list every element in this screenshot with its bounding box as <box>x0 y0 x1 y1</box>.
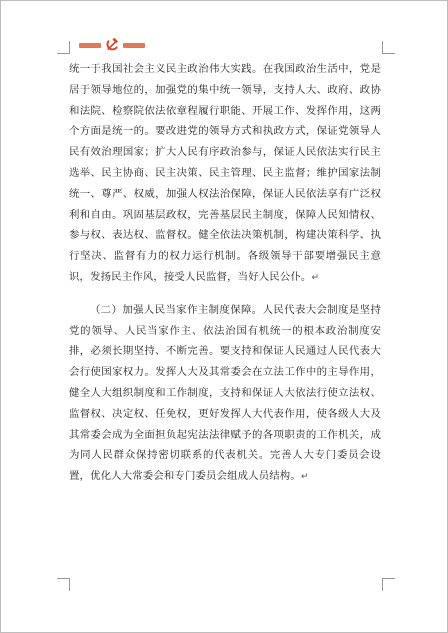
paragraph-1-text: 统一于我国社会主义民主政治伟大实践。在我国政治生活中，党是居于领导地位的，加强党的集中统一领导，支持人大、政府、政协和法院、检察院依法依章程履行职能、开展工作、发挥作用，这两个方面是统一的。要改进党的领导方式和执政方式，保证党领导人民有效治理国家；扩大人民有序政治参与，保证人民依法实行民主选举、民主协商、民主决策、民主管理、民主监督；维护国家法制统一、尊严、权威，加强人权法治保障，保证人民依法享有广泛权利和自由。巩固基层政权，完善基层民主制度，保障人民知情权、参与权、表达权、监督权。健全依法决策机制，构建决策科学、执行坚决、监督有力的权力运行机制。各级领导干部要增强民主意识，发扬民主作风，接受人民监督，当好人民公仆。 <box>69 63 381 283</box>
paragraph-mark: ↵ <box>300 472 309 483</box>
paragraph-2 <box>69 300 381 488</box>
paragraph-2-text: （二）加强人民当家作主制度保障。人民代表大会制度是坚持党的领导、人民当家作主、依法治国有机统一的根本政治制度安排，必须长期坚持、不断完善。要支持和保证人民通过人民代表大会行使国家权力。发挥人大及其常委会在立法工作中的主导作用，健全人大组织制度和工作制度，支持和保证人大依法行使立法权、监督权、决定权、任免权，更好发挥人大代表作用，使各级人大及其常委会成为全面担负起宪法法律赋予的各项职责的工作机关，成为同人民群众保持密切联系的代表机关。完善人大专门委员会设置，优化人大常委会和专门委员会组成人员结构。 <box>69 303 381 483</box>
paragraph-1 <box>69 59 381 289</box>
header-logo <box>79 38 145 52</box>
document-body <box>69 59 381 488</box>
paragraph-mark: ↵ <box>311 272 320 283</box>
header-bar-right <box>123 43 145 48</box>
margin-corner-bottom-left <box>57 578 70 591</box>
margin-corner-top-left <box>57 41 70 54</box>
header-bar-left <box>79 43 101 48</box>
margin-corner-bottom-right <box>382 578 395 591</box>
margin-corner-top-right <box>382 41 395 54</box>
hammer-sickle-icon <box>105 38 119 52</box>
